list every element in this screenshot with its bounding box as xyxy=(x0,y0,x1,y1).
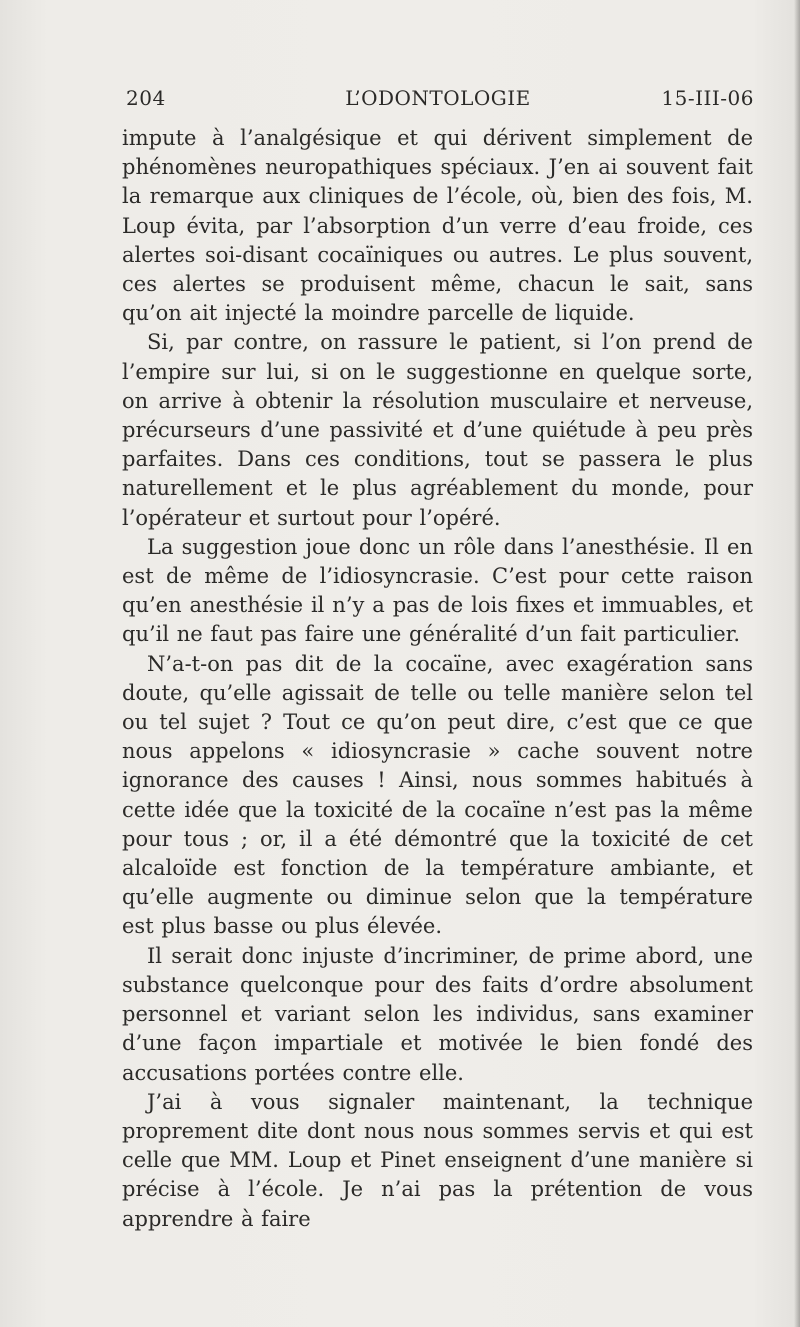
paragraph: impute à l’analgésique et qui dérivent simplement de phénomènes neuropathiques spéciaux. J’en ai souvent fait la remarque aux cliniques de l’école, où, bien des fois, M. Loup évita, par l’absorption d’un verre d’eau froide, ces alertes soi-disant cocaïniques ou autres. Le plus souvent, ces alertes se produisent même, chacun le sait, sans qu’on ait injecté la moindre parcelle de liquide. xyxy=(122,126,753,326)
page-edge-shadow xyxy=(794,0,800,1327)
running-title: L’ODONTOLOGIE xyxy=(345,86,531,110)
paragraph: Il serait donc injuste d’incriminer, de prime abord, une substance quelconque pour des faits d’ordre absolument personnel et variant selon les individus, sans examiner d’une façon impartiale et motivée le bien fondé des accusations portées contre elle. xyxy=(122,943,753,1085)
paragraph: N’a-t-on pas dit de la cocaïne, avec exagération sans doute, qu’elle agissait de telle ou telle manière selon tel ou tel sujet ? Tout ce qu’on peut dire, c’est que ce que nous appelons « idiosyncrasie » cache souvent notre ignorance des causes ! Ainsi, nous sommes habitués à cette idée que la toxicité de la cocaïne n’est pas la même pour tous ; or, il a été démontré que la toxicité de cet alcaloïde est fonction de la température ambiante, et qu’elle augmente ou diminue selon que la température est plus basse ou plus élevée. xyxy=(122,651,753,939)
page-number: 204 xyxy=(126,86,166,110)
running-header xyxy=(122,86,754,116)
body-text xyxy=(122,124,753,1234)
paragraph: La suggestion joue donc un rôle dans l’anesthésie. Il en est de même de l’idiosyncrasie. C’est pour cette raison qu’en anesthésie il n’y a pas de lois fixes et immuables, et qu’il ne faut pas faire une généralité d’un fait particulier. xyxy=(122,534,753,647)
paragraph: Si, par contre, on rassure le patient, si l’on prend de l’empire sur lui, si on le suggestionne en quelque sorte, on arrive à obtenir la résolution musculaire et nerveuse, précurseurs d’une passivité et d’une quiétude à peu près parfaites. Dans ces conditions, tout se passera le plus naturellement et le plus agréablement du monde, pour l’opérateur et surtout pour l’opéré. xyxy=(122,330,753,530)
issue-date: 15-III-06 xyxy=(661,86,754,110)
paragraph: J’ai à vous signaler maintenant, la technique proprement dite dont nous nous sommes servis et qui est celle que MM. Loup et Pinet enseignent d’une manière si précise à l’école. Je n’ai pas la prétention de vous apprendre à faire xyxy=(122,1089,753,1231)
